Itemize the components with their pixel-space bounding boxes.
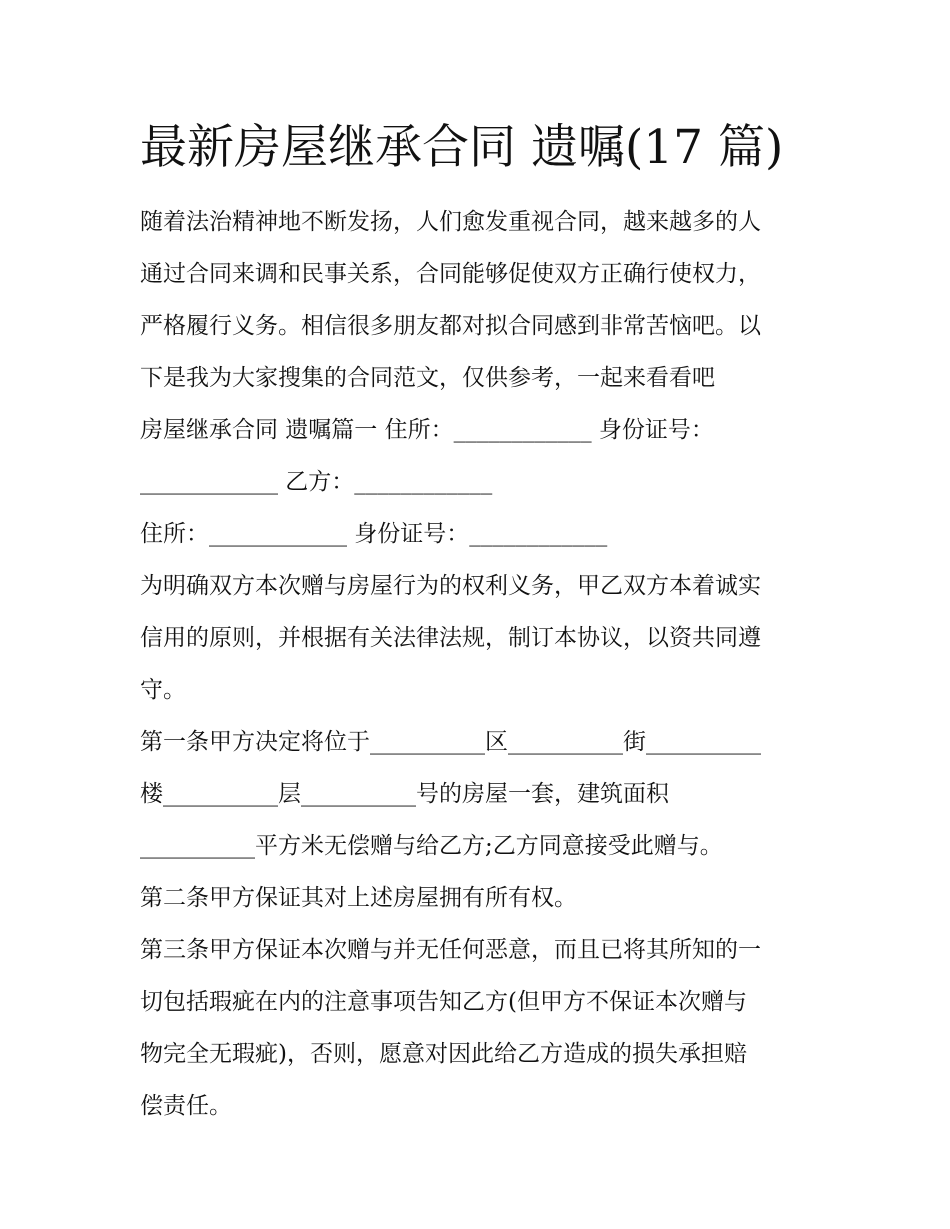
paragraph-line: 第一条甲方决定将位于__________区__________街__________ <box>140 729 761 755</box>
document-body <box>140 196 820 1132</box>
paragraph-line: 第三条甲方保证本次赠与并无任何恶意，而且已将其所知的一 <box>140 937 761 963</box>
paragraph-line: 为明确双方本次赠与房屋行为的权利义务，甲乙双方本着诚实 <box>140 573 761 599</box>
paragraph-line: 楼__________层__________号的房屋一套，建筑面积 <box>140 781 669 807</box>
paragraph-line: 切包括瑕疵在内的注意事项告知乙方(但甲方不保证本次赠与 <box>140 989 747 1015</box>
paragraph-line: ____________ 乙方：____________ <box>140 469 493 495</box>
paragraph-line: 偿责任。 <box>140 1093 232 1119</box>
paragraph-line: 第二条甲方保证其对上述房屋拥有所有权。 <box>140 885 577 911</box>
document-title: 最新房屋继承合同 遗嘱(17 篇) <box>140 120 784 175</box>
paragraph-line: __________平方米无偿赠与给乙方;乙方同意接受此赠与。 <box>140 833 723 859</box>
paragraph-line: 下是我为大家搜集的合同范文，仅供参考，一起来看看吧 <box>140 365 715 391</box>
paragraph-line: 住所：____________ 身份证号：____________ <box>140 521 608 547</box>
paragraph-line: 严格履行义务。相信很多朋友都对拟合同感到非常苦恼吧。以 <box>140 313 761 339</box>
paragraph-line: 通过合同来调和民事关系，合同能够促使双方正确行使权力， <box>140 261 761 287</box>
paragraph-line: 信用的原则，并根据有关法律法规，制订本协议，以资共同遵 <box>140 625 761 651</box>
paragraph-line: 随着法治精神地不断发扬，人们愈发重视合同，越来越多的人 <box>140 209 761 235</box>
paragraph-line: 物完全无瑕疵)，否则，愿意对因此给乙方造成的损失承担赔 <box>140 1041 747 1067</box>
paragraph-line: 房屋继承合同 遗嘱篇一 住所：____________ 身份证号： <box>140 417 714 443</box>
paragraph-line: 守。 <box>140 677 186 703</box>
